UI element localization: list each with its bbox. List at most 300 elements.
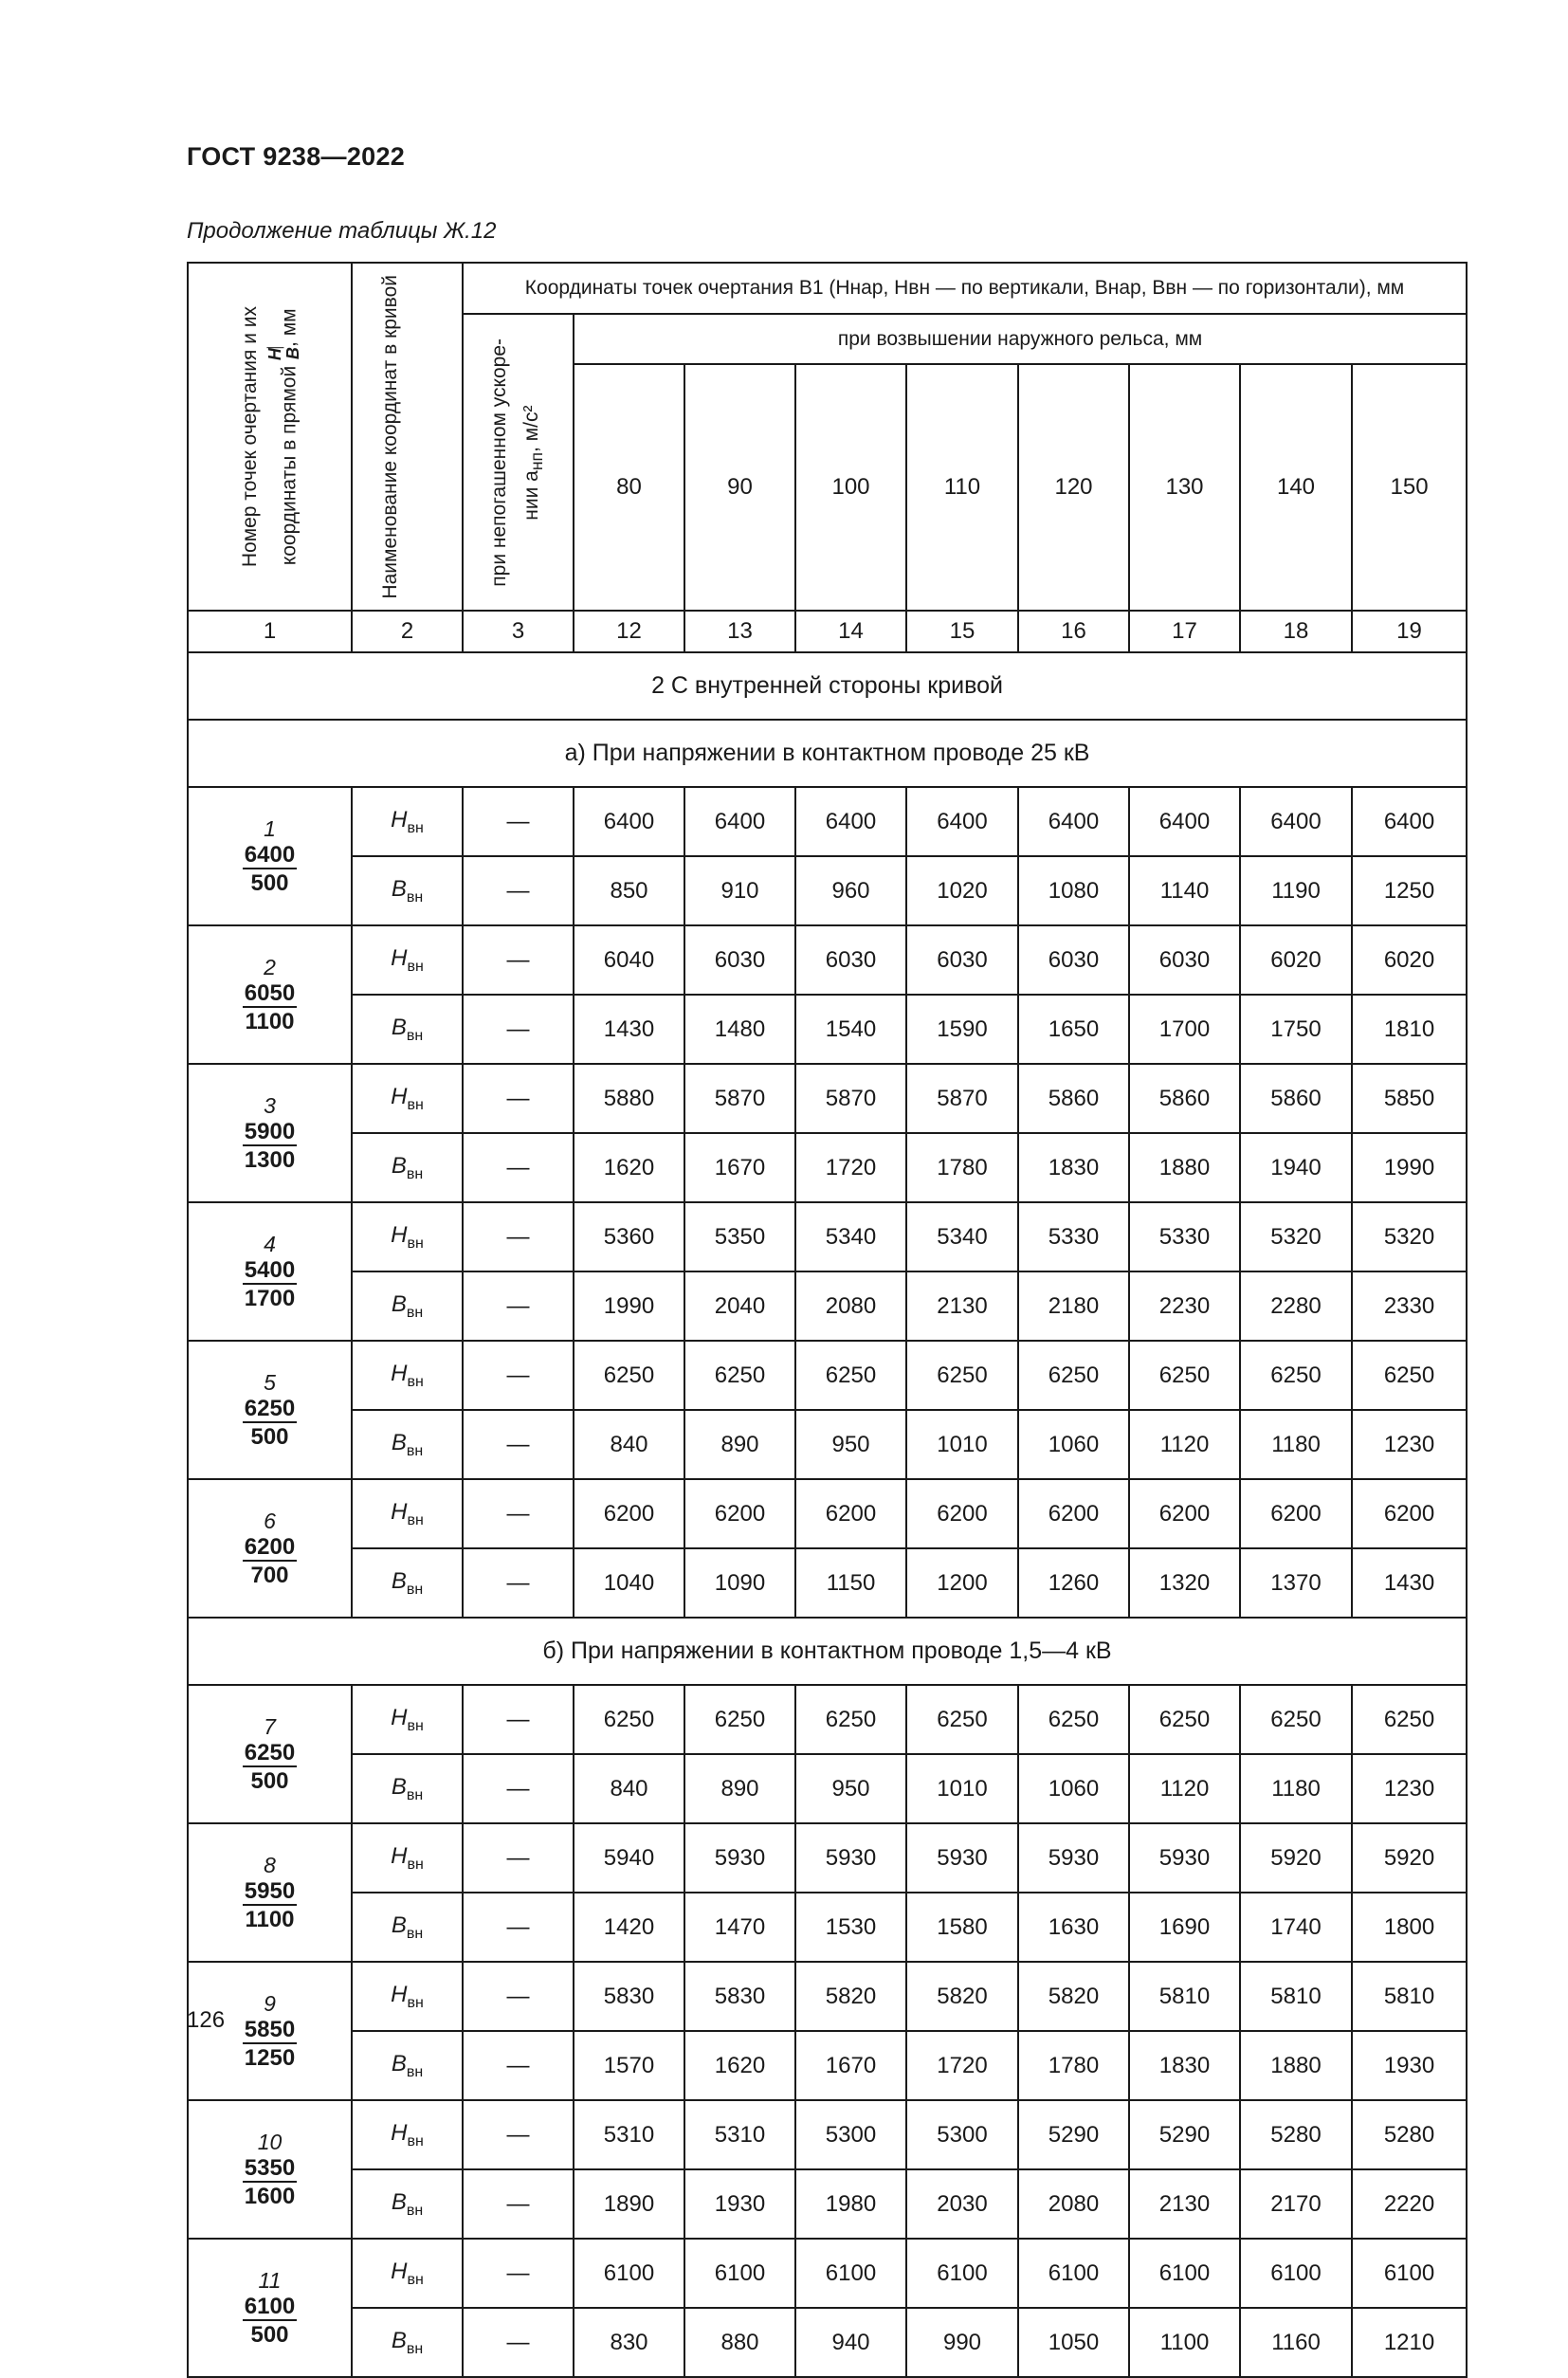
point-cell	[188, 1202, 352, 1341]
value-cell: 960	[795, 856, 906, 925]
value-cell: 1160	[1240, 2308, 1352, 2377]
value-cell: 1990	[574, 1271, 684, 1341]
value-cell: 6250	[1129, 1341, 1240, 1410]
point-coordinate-fraction	[243, 1395, 297, 1450]
value-cell: 1260	[1018, 1548, 1129, 1618]
fraction-denominator: 1600	[244, 2183, 296, 2209]
header-acceleration: при непогашенном ускоре- нии $a_{нп}$, м/с²	[463, 314, 574, 611]
value-cell: 1250	[1352, 856, 1467, 925]
value-cell: 940	[795, 2308, 906, 2377]
value-cell: 6020	[1240, 925, 1352, 995]
value-cell: 2130	[906, 1271, 1018, 1341]
table-row	[188, 1754, 1467, 1823]
point-number: 11	[258, 2267, 282, 2293]
fraction-denominator: 500	[250, 869, 289, 896]
value-cell: 6250	[906, 1341, 1018, 1410]
value-cell: 6100	[906, 2239, 1018, 2308]
value-cell: 1470	[684, 1893, 795, 1962]
coordinate-name-cell	[352, 1410, 463, 1479]
value-cell: 5860	[1129, 1064, 1240, 1133]
coordinate-name: $B_{вн}$	[391, 2188, 424, 2219]
value-cell: 6250	[1240, 1341, 1352, 1410]
fraction-denominator: 1300	[244, 1146, 296, 1173]
value-cell: 1060	[1018, 1754, 1129, 1823]
elevation-cell: 80	[574, 364, 684, 611]
group-title: б) При напряжении в контактном проводе 1,5—4 кВ	[188, 1618, 1467, 1685]
value-cell: 1810	[1352, 995, 1467, 1064]
coordinate-name: $H_{вн}$	[391, 806, 424, 836]
fraction-numerator: 5400	[244, 1256, 296, 1283]
value-cell: 1020	[906, 856, 1018, 925]
table-continuation-title: Продолжение таблицы Ж.12	[187, 218, 497, 244]
value-cell: 1780	[906, 1133, 1018, 1202]
point-number: 9	[264, 1990, 276, 2016]
value-cell: 6400	[1352, 787, 1467, 856]
coordinate-name-cell	[352, 2308, 463, 2377]
value-cell: 6400	[1018, 787, 1129, 856]
value-cell: 1420	[574, 1893, 684, 1962]
value-cell: 1150	[795, 1548, 906, 1618]
coordinate-name: $H_{вн}$	[391, 1704, 424, 1734]
coordinate-name: $H_{вн}$	[391, 2258, 424, 2288]
value-cell: 1180	[1240, 1754, 1352, 1823]
coordinate-name: $B_{вн}$	[391, 1290, 424, 1321]
fraction-denominator: 1100	[245, 1008, 295, 1034]
value-cell: 6250	[1018, 1341, 1129, 1410]
value-cell: 1080	[1018, 856, 1129, 925]
value-cell: 6400	[684, 787, 795, 856]
value-cell: 1670	[795, 2031, 906, 2100]
value-cell: 1230	[1352, 1754, 1467, 1823]
value-cell: 6400	[574, 787, 684, 856]
point-number: 3	[264, 1092, 276, 1118]
value-cell: 2330	[1352, 1271, 1467, 1341]
point-coordinate-fraction	[243, 2154, 297, 2209]
value-cell: 6200	[574, 1479, 684, 1548]
value-cell: 950	[795, 1410, 906, 1479]
acceleration-value: —	[463, 2100, 574, 2169]
fraction-numerator: 6250	[244, 1739, 296, 1765]
value-cell: 5870	[684, 1064, 795, 1133]
table-row	[188, 1479, 1467, 1548]
coordinate-name: $B_{вн}$	[391, 2050, 424, 2080]
value-cell: 1540	[795, 995, 906, 1064]
value-cell: 5810	[1129, 1962, 1240, 2031]
value-cell: 1830	[1018, 1133, 1129, 1202]
value-cell: 1580	[906, 1893, 1018, 1962]
value-cell: 6250	[684, 1685, 795, 1754]
value-cell: 5810	[1352, 1962, 1467, 2031]
table-row	[188, 2308, 1467, 2377]
value-cell: 6400	[1129, 787, 1240, 856]
coordinate-name: $B_{вн}$	[391, 875, 424, 905]
value-cell: 2080	[795, 1271, 906, 1341]
value-cell: 1940	[1240, 1133, 1352, 1202]
value-cell: 5290	[1018, 2100, 1129, 2169]
column-number-cell: 18	[1240, 611, 1352, 652]
acceleration-value: —	[463, 1341, 574, 1410]
value-cell: 5320	[1352, 1202, 1467, 1271]
value-cell: 5930	[795, 1823, 906, 1893]
value-cell: 6250	[1129, 1685, 1240, 1754]
value-cell: 6200	[795, 1479, 906, 1548]
table-row	[188, 1962, 1467, 2031]
coordinate-name-cell	[352, 1202, 463, 1271]
value-cell: 5820	[906, 1962, 1018, 2031]
coordinate-name-cell	[352, 1823, 463, 1893]
table-row	[188, 1410, 1467, 1479]
value-cell: 5870	[906, 1064, 1018, 1133]
value-cell: 880	[684, 2308, 795, 2377]
value-cell: 5340	[906, 1202, 1018, 1271]
acceleration-value: —	[463, 1823, 574, 1893]
value-cell: 1050	[1018, 2308, 1129, 2377]
value-cell: 5330	[1129, 1202, 1240, 1271]
coordinate-name: $B_{вн}$	[391, 1429, 424, 1459]
value-cell: 6250	[795, 1341, 906, 1410]
acceleration-value: —	[463, 925, 574, 995]
table-row	[188, 787, 1467, 856]
value-cell: 5850	[1352, 1064, 1467, 1133]
value-cell: 5830	[684, 1962, 795, 2031]
value-cell: 840	[574, 1410, 684, 1479]
value-cell: 1720	[906, 2031, 1018, 2100]
coordinate-name-cell	[352, 1133, 463, 1202]
value-cell: 1570	[574, 2031, 684, 2100]
value-cell: 1780	[1018, 2031, 1129, 2100]
value-cell: 6250	[1018, 1685, 1129, 1754]
coordinate-name: $H_{вн}$	[391, 1083, 424, 1113]
value-cell: 1650	[1018, 995, 1129, 1064]
coordinate-name-cell	[352, 2031, 463, 2100]
table-row	[188, 2169, 1467, 2239]
header-coordinate-name: Наименование координат в кривой	[352, 263, 463, 611]
value-cell: 5280	[1240, 2100, 1352, 2169]
value-cell: 6100	[1018, 2239, 1129, 2308]
column-number-cell: 14	[795, 611, 906, 652]
coordinate-name: $B_{вн}$	[391, 1773, 424, 1803]
coordinate-name-cell	[352, 1685, 463, 1754]
value-cell: 6250	[1240, 1685, 1352, 1754]
value-cell: 840	[574, 1754, 684, 1823]
value-cell: 1320	[1129, 1548, 1240, 1618]
group-title: а) При напряжении в контактном проводе 25 кВ	[188, 720, 1467, 787]
fraction-denominator: 1250	[244, 2044, 296, 2071]
coordinate-name-cell	[352, 2169, 463, 2239]
coordinate-name: $B_{вн}$	[391, 1567, 424, 1598]
value-cell: 6030	[684, 925, 795, 995]
value-cell: 2130	[1129, 2169, 1240, 2239]
value-cell: 6200	[1129, 1479, 1240, 1548]
value-cell: 950	[795, 1754, 906, 1823]
table-row	[188, 1202, 1467, 1271]
table-row	[188, 1064, 1467, 1133]
value-cell: 6200	[906, 1479, 1018, 1548]
fraction-denominator: 1100	[245, 1906, 295, 1932]
value-cell: 6400	[795, 787, 906, 856]
table-row	[188, 995, 1467, 1064]
fraction-numerator: 5350	[244, 2154, 296, 2181]
point-number: 4	[264, 1231, 276, 1256]
point-number: 2	[264, 954, 276, 979]
acceleration-value: —	[463, 1962, 574, 2031]
value-cell: 2230	[1129, 1271, 1240, 1341]
value-cell: 1480	[684, 995, 795, 1064]
coordinate-name-cell	[352, 1341, 463, 1410]
coordinate-name: $B_{вн}$	[391, 1014, 424, 1044]
value-cell: 1010	[906, 1410, 1018, 1479]
value-cell: 890	[684, 1754, 795, 1823]
value-cell: 5290	[1129, 2100, 1240, 2169]
elevation-cell: 150	[1352, 364, 1467, 611]
coordinate-name-cell	[352, 2100, 463, 2169]
value-cell: 1190	[1240, 856, 1352, 925]
table-row	[188, 1823, 1467, 1893]
value-cell: 850	[574, 856, 684, 925]
value-cell: 6200	[1352, 1479, 1467, 1548]
value-cell: 5310	[574, 2100, 684, 2169]
coordinate-name-cell	[352, 1064, 463, 1133]
value-cell: 5820	[795, 1962, 906, 2031]
value-cell: 6250	[795, 1685, 906, 1754]
value-cell: 2170	[1240, 2169, 1352, 2239]
coordinate-name: $B_{вн}$	[391, 2327, 424, 2357]
value-cell: 5830	[574, 1962, 684, 2031]
header-coordinates-caption: Координаты точек очертания В1 (Hнар, Hвн — по вертикали, Bнар, Bвн — по горизонтали), мм	[463, 263, 1467, 314]
point-cell	[188, 1479, 352, 1618]
acceleration-value: —	[463, 787, 574, 856]
column-number-cell: 13	[684, 611, 795, 652]
value-cell: 6400	[1240, 787, 1352, 856]
point-cell	[188, 925, 352, 1064]
point-number: 1	[264, 815, 276, 841]
point-cell	[188, 2100, 352, 2239]
coordinate-name-cell	[352, 1271, 463, 1341]
value-cell: 1430	[1352, 1548, 1467, 1618]
elevation-cell: 90	[684, 364, 795, 611]
value-cell: 910	[684, 856, 795, 925]
coordinate-name-cell	[352, 1893, 463, 1962]
point-cell	[188, 1823, 352, 1962]
column-number-cell: 3	[463, 611, 574, 652]
point-cell	[188, 2239, 352, 2377]
value-cell: 5880	[574, 1064, 684, 1133]
coordinate-name: $B_{вн}$	[391, 1152, 424, 1182]
value-cell: 5350	[684, 1202, 795, 1271]
fraction-denominator: 700	[250, 1562, 289, 1588]
value-cell: 6250	[1352, 1341, 1467, 1410]
acceleration-value: —	[463, 1685, 574, 1754]
value-cell: 2280	[1240, 1271, 1352, 1341]
table-row	[188, 856, 1467, 925]
point-number: 6	[264, 1508, 276, 1533]
value-cell: 1740	[1240, 1893, 1352, 1962]
point-number: 7	[264, 1713, 276, 1739]
h-over-b-fraction: H B	[264, 347, 302, 360]
value-cell: 1990	[1352, 1133, 1467, 1202]
value-cell: 6100	[574, 2239, 684, 2308]
point-coordinate-fraction	[243, 1118, 297, 1173]
fraction-numerator: 6100	[244, 2293, 296, 2319]
value-cell: 1700	[1129, 995, 1240, 1064]
section-title: 2 С внутренней стороны кривой	[188, 652, 1467, 720]
acceleration-value: —	[463, 1133, 574, 1202]
point-coordinate-fraction	[243, 2016, 297, 2071]
value-cell: 5920	[1352, 1823, 1467, 1893]
value-cell: 1880	[1240, 2031, 1352, 2100]
value-cell: 6030	[1018, 925, 1129, 995]
acceleration-value: —	[463, 1479, 574, 1548]
column-number-cell: 19	[1352, 611, 1467, 652]
value-cell: 1590	[906, 995, 1018, 1064]
value-cell: 1140	[1129, 856, 1240, 925]
acceleration-value: —	[463, 2169, 574, 2239]
value-cell: 2040	[684, 1271, 795, 1341]
fraction-numerator: 6200	[244, 1533, 296, 1560]
value-cell: 1620	[684, 2031, 795, 2100]
acceleration-value: —	[463, 1271, 574, 1341]
point-number: 5	[264, 1369, 276, 1395]
fraction-denominator: 500	[250, 2321, 289, 2348]
value-cell: 6250	[684, 1341, 795, 1410]
coordinate-name: $H_{вн}$	[391, 1981, 424, 2011]
value-cell: 5330	[1018, 1202, 1129, 1271]
table-row	[188, 925, 1467, 995]
value-cell: 5810	[1240, 1962, 1352, 2031]
value-cell: 5340	[795, 1202, 906, 1271]
coordinate-name-cell	[352, 1754, 463, 1823]
value-cell: 6200	[1240, 1479, 1352, 1548]
fraction-numerator: 5900	[244, 1118, 296, 1144]
coordinate-name: $H_{вн}$	[391, 1498, 424, 1528]
value-cell: 6100	[1352, 2239, 1467, 2308]
coordinate-name: $H_{вн}$	[391, 1221, 424, 1252]
fraction-numerator: 6050	[244, 979, 296, 1006]
value-cell: 1370	[1240, 1548, 1352, 1618]
value-cell: 5280	[1352, 2100, 1467, 2169]
value-cell: 5940	[574, 1823, 684, 1893]
acceleration-value: —	[463, 995, 574, 1064]
elevation-cell: 140	[1240, 364, 1352, 611]
value-cell: 6040	[574, 925, 684, 995]
column-number-cell: 17	[1129, 611, 1240, 652]
coordinate-name-cell	[352, 1548, 463, 1618]
coordinate-name: $H_{вн}$	[391, 1360, 424, 1390]
value-cell: 5300	[795, 2100, 906, 2169]
value-cell: 1120	[1129, 1754, 1240, 1823]
value-cell: 5820	[1018, 1962, 1129, 2031]
acceleration-value: —	[463, 2308, 574, 2377]
point-cell	[188, 1685, 352, 1823]
column-number-cell: 2	[352, 611, 463, 652]
coordinate-name-cell	[352, 1479, 463, 1548]
acceleration-value: —	[463, 1754, 574, 1823]
point-coordinate-fraction	[243, 2293, 297, 2348]
coordinate-name: $H_{вн}$	[391, 1842, 424, 1873]
value-cell: 6250	[1352, 1685, 1467, 1754]
value-cell: 5860	[1018, 1064, 1129, 1133]
column-number-cell: 16	[1018, 611, 1129, 652]
value-cell: 1800	[1352, 1893, 1467, 1962]
point-number: 10	[257, 2129, 283, 2154]
value-cell: 2180	[1018, 1271, 1129, 1341]
point-coordinate-fraction	[243, 841, 297, 896]
point-number: 8	[264, 1852, 276, 1877]
point-coordinate-fraction	[243, 1256, 297, 1311]
value-cell: 6100	[1129, 2239, 1240, 2308]
value-cell: 6100	[684, 2239, 795, 2308]
acceleration-value: —	[463, 2239, 574, 2308]
value-cell: 1630	[1018, 1893, 1129, 1962]
value-cell: 1980	[795, 2169, 906, 2239]
table-row	[188, 1341, 1467, 1410]
value-cell: 6250	[574, 1685, 684, 1754]
table-row	[188, 1893, 1467, 1962]
value-cell: 6400	[906, 787, 1018, 856]
header-elevation-caption: при возвышении наружного рельса, мм	[574, 314, 1467, 364]
table-row	[188, 1133, 1467, 1202]
fraction-numerator: 6250	[244, 1395, 296, 1421]
value-cell: 890	[684, 1410, 795, 1479]
value-cell: 1930	[1352, 2031, 1467, 2100]
value-cell: 1620	[574, 1133, 684, 1202]
value-cell: 1690	[1129, 1893, 1240, 1962]
value-cell: 1230	[1352, 1410, 1467, 1479]
value-cell: 5930	[906, 1823, 1018, 1893]
value-cell: 1060	[1018, 1410, 1129, 1479]
value-cell: 1750	[1240, 995, 1352, 1064]
acceleration-value: —	[463, 2031, 574, 2100]
coordinate-name: $H_{вн}$	[391, 944, 424, 975]
value-cell: 1930	[684, 2169, 795, 2239]
document-title: ГОСТ 9238—2022	[187, 142, 406, 171]
coordinate-name: $H_{вн}$	[391, 2119, 424, 2149]
coordinate-name-cell	[352, 856, 463, 925]
point-coordinate-fraction	[243, 979, 297, 1034]
value-cell: 5930	[684, 1823, 795, 1893]
coordinate-name-cell	[352, 2239, 463, 2308]
column-number-cell: 15	[906, 611, 1018, 652]
value-cell: 990	[906, 2308, 1018, 2377]
column-number-cell: 1	[188, 611, 352, 652]
elevation-cell: 110	[906, 364, 1018, 611]
value-cell: 1120	[1129, 1410, 1240, 1479]
table-row	[188, 2100, 1467, 2169]
value-cell: 1890	[574, 2169, 684, 2239]
coordinate-name: $B_{вн}$	[391, 1912, 424, 1942]
coordinate-name-cell	[352, 1962, 463, 2031]
value-cell: 5930	[1129, 1823, 1240, 1893]
value-cell: 1670	[684, 1133, 795, 1202]
value-cell: 1200	[906, 1548, 1018, 1618]
value-cell: 5320	[1240, 1202, 1352, 1271]
acceleration-value: —	[463, 1410, 574, 1479]
value-cell: 1830	[1129, 2031, 1240, 2100]
fraction-denominator: 500	[250, 1423, 289, 1450]
value-cell: 2030	[906, 2169, 1018, 2239]
acceleration-value: —	[463, 1064, 574, 1133]
fraction-numerator: 6400	[244, 841, 296, 868]
value-cell: 1040	[574, 1548, 684, 1618]
value-cell: 1100	[1129, 2308, 1240, 2377]
acceleration-value: —	[463, 1202, 574, 1271]
value-cell: 5310	[684, 2100, 795, 2169]
fraction-numerator: 5850	[244, 2016, 296, 2042]
point-cell	[188, 787, 352, 925]
value-cell: 5860	[1240, 1064, 1352, 1133]
coordinates-table	[187, 262, 1468, 2378]
value-cell: 1880	[1129, 1133, 1240, 1202]
